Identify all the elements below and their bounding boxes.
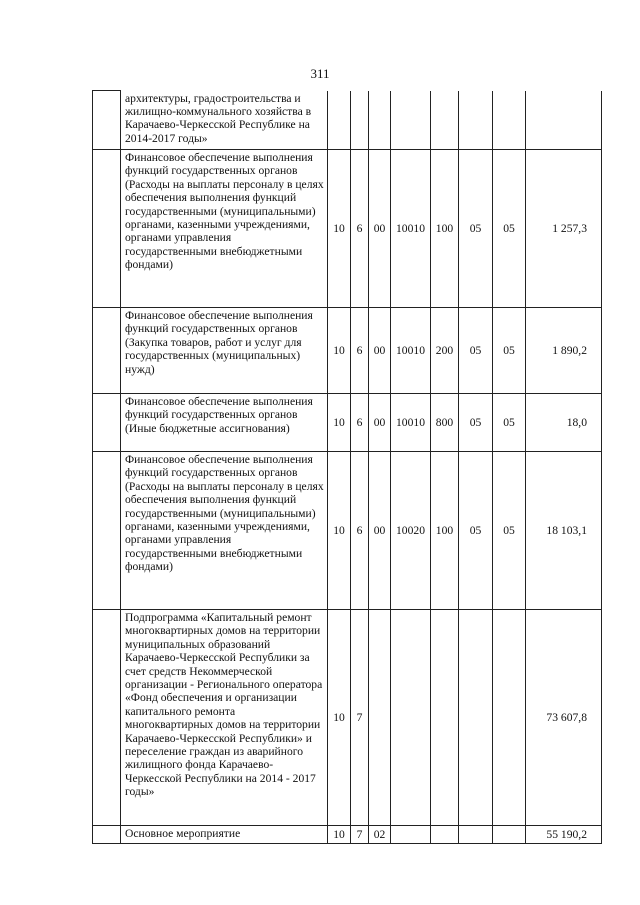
section-code-cell	[328, 91, 351, 150]
expense-type-cell: 800	[431, 394, 459, 452]
target-code-cell: 00	[369, 452, 391, 610]
section-code-cell: 10	[328, 308, 351, 394]
row-number-cell	[93, 826, 121, 844]
code-cell-b	[493, 91, 526, 150]
item-name-cell: архитектуры, градостроительства и жилищно-коммунального хозяйства в Карачаево-Черкесской Республике на 2014-2017 годы»	[121, 91, 328, 150]
row-number-cell	[93, 91, 121, 150]
table-row	[93, 826, 602, 844]
code-cell-a	[459, 91, 493, 150]
code-cell-b	[493, 610, 526, 826]
expense-type-cell: 100	[431, 150, 459, 308]
subsection-code-cell	[351, 91, 369, 150]
item-name-cell: Финансовое обеспечение выполнения функций государственных органов (Расходы на выплаты персоналу в целях обеспечения выполнения функций государственными (муниципальными) органами, казенными учреждениями, органами управления государственными внебюджетными фондами)	[121, 150, 328, 308]
target-subcode-cell: 10020	[391, 452, 431, 610]
target-subcode-cell	[391, 91, 431, 150]
amount-cell: 18 103,1	[526, 452, 602, 610]
table-row	[93, 150, 602, 308]
item-name-cell: Подпрограмма «Капитальный ремонт многоквартирных домов на территории муниципальных образований Карачаево-Черкесской Республики за счет средств Некоммерческой организации - Регионального оператора «Фонд обеспечения и организации капитального ремонта многоквартирных домов на территории Карачаево-Черкесской Республики» и переселение граждан из аварийного жилищного фонда Карачаево-Черкесской Республики на 2014 - 2017 годы»	[121, 610, 328, 826]
target-subcode-cell: 10010	[391, 394, 431, 452]
expense-type-cell: 100	[431, 452, 459, 610]
code-cell-a: 05	[459, 452, 493, 610]
code-cell-b: 05	[493, 308, 526, 394]
subsection-code-cell: 6	[351, 394, 369, 452]
target-code-cell: 00	[369, 308, 391, 394]
code-cell-b: 05	[493, 150, 526, 308]
subsection-code-cell: 6	[351, 452, 369, 610]
expense-type-cell	[431, 610, 459, 826]
target-code-cell	[369, 91, 391, 150]
target-code-cell: 00	[369, 394, 391, 452]
code-cell-a: 05	[459, 308, 493, 394]
item-name-cell: Финансовое обеспечение выполнения функций государственных органов (Расходы на выплаты персоналу в целях обеспечения выполнения функций государственными (муниципальными) органами, казенными учреждениями, органами управления государственными внебюджетными фондами)	[121, 452, 328, 610]
amount-cell: 55 190,2	[526, 826, 602, 844]
code-cell-b: 05	[493, 452, 526, 610]
target-subcode-cell: 10010	[391, 308, 431, 394]
row-number-cell	[93, 452, 121, 610]
row-number-cell	[93, 394, 121, 452]
row-number-cell	[93, 308, 121, 394]
amount-cell: 1 890,2	[526, 308, 602, 394]
subsection-code-cell: 7	[351, 826, 369, 844]
amount-cell: 18,0	[526, 394, 602, 452]
target-subcode-cell	[391, 610, 431, 826]
item-name-cell: Финансовое обеспечение выполнения функций государственных органов (Закупка товаров, работ и услуг для государственных (муниципальных) нужд)	[121, 308, 328, 394]
row-number-cell	[93, 150, 121, 308]
amount-cell	[526, 91, 602, 150]
code-cell-a: 05	[459, 150, 493, 308]
amount-cell: 1 257,3	[526, 150, 602, 308]
expense-type-cell	[431, 91, 459, 150]
budget-table	[92, 90, 602, 844]
table-row	[93, 452, 602, 610]
code-cell-a	[459, 826, 493, 844]
target-subcode-cell	[391, 826, 431, 844]
target-code-cell	[369, 610, 391, 826]
section-code-cell: 10	[328, 826, 351, 844]
amount-cell: 73 607,8	[526, 610, 602, 826]
expense-type-cell	[431, 826, 459, 844]
section-code-cell: 10	[328, 610, 351, 826]
table-row	[93, 91, 602, 150]
section-code-cell: 10	[328, 452, 351, 610]
page-number: 311	[310, 66, 330, 81]
item-name-cell: Основное мероприятие	[121, 826, 328, 844]
subsection-code-cell: 6	[351, 308, 369, 394]
section-code-cell: 10	[328, 150, 351, 308]
code-cell-b: 05	[493, 394, 526, 452]
section-code-cell: 10	[328, 394, 351, 452]
code-cell-a	[459, 610, 493, 826]
item-name-cell: Финансовое обеспечение выполнения функций государственных органов (Иные бюджетные ассигнования)	[121, 394, 328, 452]
target-code-cell: 02	[369, 826, 391, 844]
table-row	[93, 394, 602, 452]
code-cell-a: 05	[459, 394, 493, 452]
subsection-code-cell: 6	[351, 150, 369, 308]
target-code-cell: 00	[369, 150, 391, 308]
table-row	[93, 308, 602, 394]
subsection-code-cell: 7	[351, 610, 369, 826]
expense-type-cell: 200	[431, 308, 459, 394]
target-subcode-cell: 10010	[391, 150, 431, 308]
row-number-cell	[93, 610, 121, 826]
table-row	[93, 610, 602, 826]
code-cell-b	[493, 826, 526, 844]
